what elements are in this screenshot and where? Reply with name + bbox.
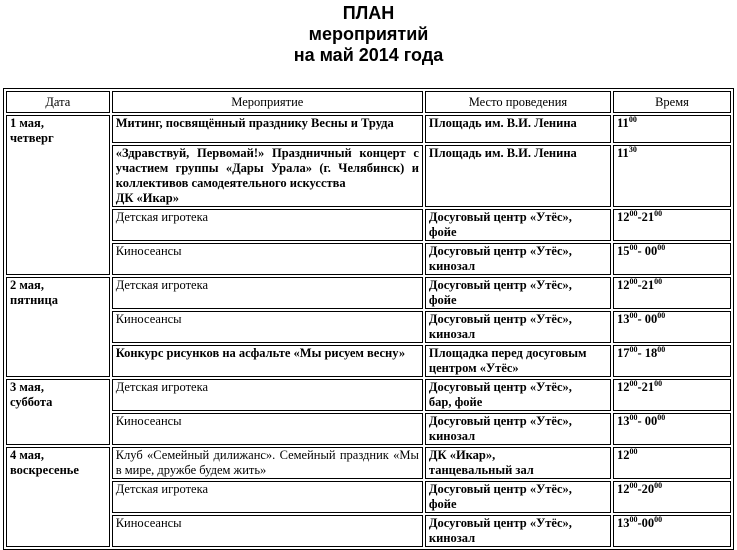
event-cell: Детская игротека [112, 277, 423, 309]
table-row [6, 145, 731, 207]
event-cell: Детская игротека [112, 379, 423, 411]
table-header-row [6, 91, 731, 113]
place-cell: Досуговый центр «Утёс», кинозал [425, 413, 611, 445]
document-period: на май 2014 года [293, 45, 444, 65]
time-cell: $13^{00}-$ $00^{00}$ [613, 413, 731, 445]
place-cell: Досуговый центр «Утёс», кинозал [425, 243, 611, 275]
place-cell: Досуговый центр «Утёс», фойе [425, 209, 611, 241]
column-header-event: Мероприятие [112, 91, 423, 113]
event-cell: Конкурс рисунков на асфальте «Мы рисуем весну» [112, 345, 423, 377]
place-cell: Площадь им. В.И. Ленина [425, 115, 611, 143]
event-cell: Киносеансы [112, 413, 423, 445]
date-text: 2 мая, [10, 278, 44, 292]
weekday-text: воскресенье [10, 463, 79, 477]
date-cell [6, 447, 110, 547]
event-cell: Киносеансы [112, 243, 423, 275]
time-cell: $11^{00}$ [613, 115, 731, 143]
event-cell: Киносеансы [112, 311, 423, 343]
time-cell: $12^{00}$ [613, 447, 731, 479]
time-cell: $11^{30}$ [613, 145, 731, 207]
time-cell: $12^{00}-21^{00}$ [613, 379, 731, 411]
event-cell: Киносеансы [112, 515, 423, 547]
event-cell: «Здравствуй, Первомай!» Праздничный концерт с участием группы «Дары Урала» (г. Челябинск) и коллективов самодеятельного искусства ДК «Икар» [112, 145, 423, 207]
date-cell [6, 277, 110, 377]
table-row [6, 515, 731, 547]
time-cell: $15^{00}-$ $00^{00}$ [613, 243, 731, 275]
weekday-text: четверг [10, 131, 54, 145]
place-cell: Досуговый центр «Утёс», бар, фойе [425, 379, 611, 411]
table-row [6, 379, 731, 411]
column-header-date: Дата [6, 91, 110, 113]
table-row [6, 243, 731, 275]
time-cell: $13^{00}-00^{00}$ [613, 515, 731, 547]
column-header-time: Время [613, 91, 731, 113]
time-cell: $12^{00}-20^{00}$ [613, 481, 731, 513]
time-cell: $12^{00}-21^{00}$ [613, 277, 731, 309]
table-row [6, 345, 731, 377]
document-subtitle: мероприятий [308, 24, 429, 44]
date-cell [6, 115, 110, 275]
date-cell [6, 379, 110, 445]
document-title: ПЛАН [342, 3, 395, 23]
table-row [6, 209, 731, 241]
table-row [6, 277, 731, 309]
table-row [6, 311, 731, 343]
table-row [6, 481, 731, 513]
table-row [6, 115, 731, 143]
event-cell: Митинг, посвящённый празднику Весны и Труда [112, 115, 423, 143]
time-cell: $17^{00}-$ $18^{00}$ [613, 345, 731, 377]
column-header-place: Место проведения [425, 91, 611, 113]
date-text: 4 мая, [10, 448, 44, 462]
date-text: 3 мая, [10, 380, 44, 394]
place-cell: Досуговый центр «Утёс», фойе [425, 277, 611, 309]
place-cell: Досуговый центр «Утёс», фойе [425, 481, 611, 513]
weekday-text: пятница [10, 293, 58, 307]
time-cell: $13^{00}-$ $00^{00}$ [613, 311, 731, 343]
place-cell: Площадь им. В.И. Ленина [425, 145, 611, 207]
place-cell: ДК «Икар», танцевальный зал [425, 447, 611, 479]
event-cell: Детская игротека [112, 481, 423, 513]
event-cell: Клуб «Семейный дилижанс». Семейный праздник «Мы в мире, дружбе будем жить» [112, 447, 423, 479]
place-cell: Досуговый центр «Утёс», кинозал [425, 515, 611, 547]
table-row [6, 413, 731, 445]
table-row [6, 447, 731, 479]
time-cell: $12^{00}-21^{00}$ [613, 209, 731, 241]
place-cell: Досуговый центр «Утёс», кинозал [425, 311, 611, 343]
place-cell: Площадка перед досуговым центром «Утёс» [425, 345, 611, 377]
weekday-text: суббота [10, 395, 53, 409]
events-table [3, 88, 734, 550]
date-text: 1 мая, [10, 116, 44, 130]
event-cell: Детская игротека [112, 209, 423, 241]
